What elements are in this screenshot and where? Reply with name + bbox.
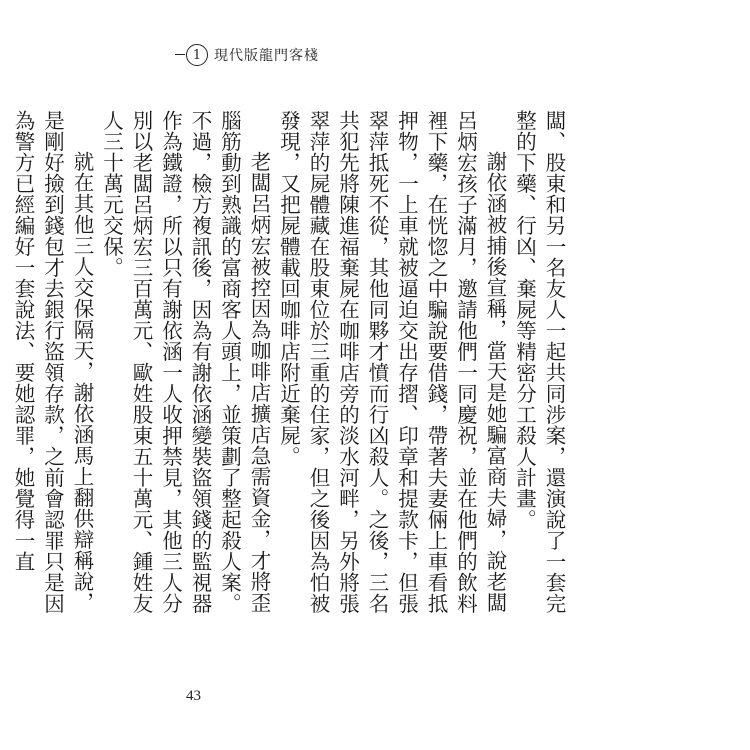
- page-number: 43: [186, 688, 201, 704]
- chapter-number-badge: [186, 44, 208, 66]
- running-header: [186, 44, 319, 66]
- chapter-number: 1: [192, 47, 202, 63]
- vertical-body-text: [11, 110, 568, 630]
- book-title: 現代版龍門客棧: [214, 48, 319, 64]
- paragraph: 就在其他三人交保隔天，謝依涵馬上翻供辯稱說，是剛好撿到錢包才去銀行盜領存款，之前會認罪只是因為警方已經編好一套說法、要她認罪，她覺得一直: [11, 110, 94, 614]
- paragraph: 老闆呂炳宏被控因為咖啡店擴店急需資金，才將歪腦筋動到熟識的富商客人頭上，並策劃了整起殺人案。不過，檢方複訊後，因為有謝依涵變裝盜領錢的監視器作為鐵證，所以只有謝依涵一人收押禁見，其他三人分別以老闆呂炳宏三百萬元、歐姓股東五十萬元、鍾姓友人三十萬元交保。: [99, 110, 271, 614]
- paragraph: 闆、股東和另一名友人一起共同涉案，還演說了一套完整的下藥、行凶、棄屍等精密分工殺人計畫。: [512, 110, 566, 614]
- paragraph: 謝依涵被捕後宣稱，當天是她騙富商夫婦，說老闆呂炳宏孩子滿月，邀請他們一同慶祝，並在他們的飲料裡下藥，在恍惚之中騙說要借錢，帶著夫妻倆上車看抵押物，一上車就被逼迫交出存摺、印章和提款卡，但張翠萍抵死不從，其他同夥才憤而行凶殺人。之後，三名共犯先將陳進福棄屍在咖啡店旁的淡水河畔，另外將張翠萍的屍體藏在股東位於三重的住家，但之後因為怕被發現，又把屍體載回咖啡店附近棄屍。: [276, 110, 507, 614]
